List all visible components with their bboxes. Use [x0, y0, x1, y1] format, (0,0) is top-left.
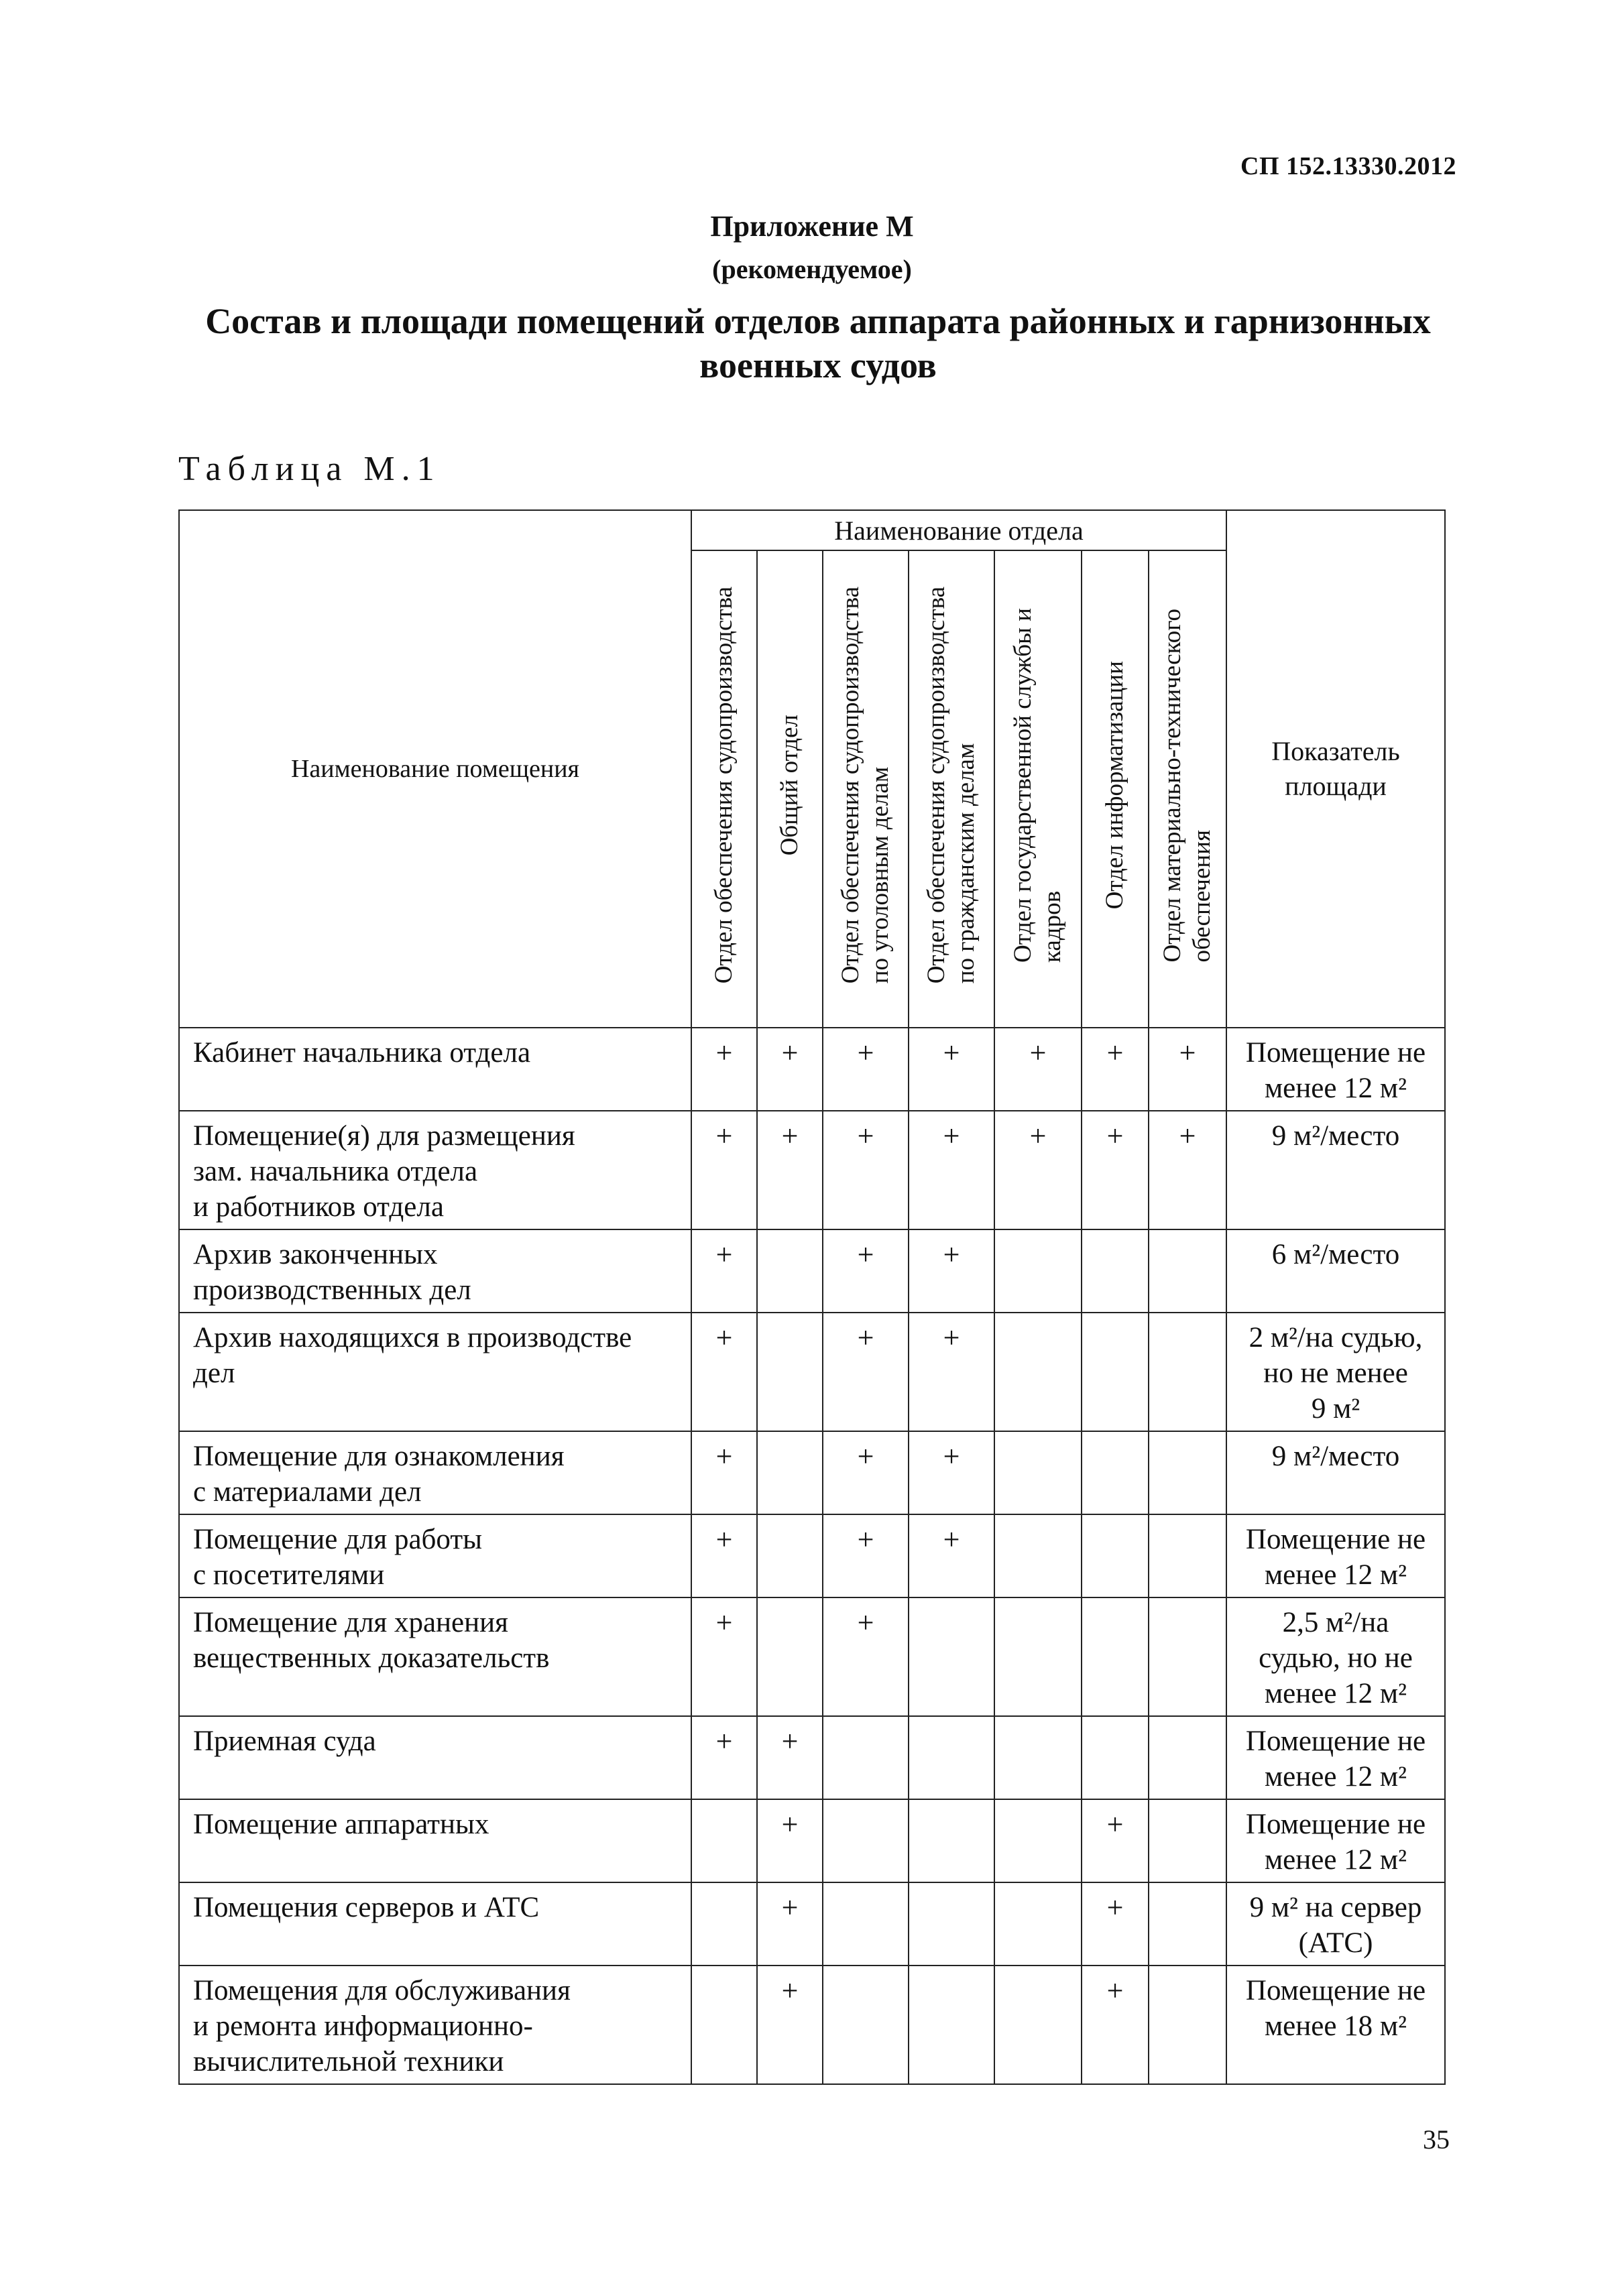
department-mark-cell: +	[823, 1028, 909, 1111]
area-indicator-cell: Помещение не менее 12 м²	[1226, 1514, 1445, 1597]
department-mark-cell: +	[691, 1716, 757, 1799]
department-mark-cell	[994, 1882, 1082, 1966]
department-mark-cell	[1149, 1431, 1226, 1514]
header-area-label: Показатель площади	[1271, 736, 1400, 801]
department-mark-cell: +	[1082, 1882, 1149, 1966]
header-department-2	[757, 550, 823, 1028]
department-mark-cell	[994, 1431, 1082, 1514]
department-mark-cell	[909, 1966, 994, 2084]
area-indicator-cell: Помещение не менее 12 м²	[1226, 1028, 1445, 1111]
header-department-5	[994, 550, 1082, 1028]
department-mark-cell	[909, 1597, 994, 1716]
department-mark-cell	[1082, 1313, 1149, 1431]
header-row-1	[179, 510, 1445, 550]
page-number: 35	[1423, 2124, 1450, 2155]
room-name-cell: Помещения для обслуживания и ремонта информационно- вычислительной техники	[179, 1966, 691, 2084]
department-mark-cell	[1149, 1597, 1226, 1716]
area-indicator-cell: 2 м²/на судью, но не менее 9 м²	[1226, 1313, 1445, 1431]
table-row	[179, 1111, 1445, 1229]
department-mark-cell: +	[757, 1966, 823, 2084]
department-label: Отдел информатизации	[1101, 661, 1128, 910]
department-mark-cell	[757, 1431, 823, 1514]
department-mark-cell	[1082, 1597, 1149, 1716]
department-mark-cell	[691, 1966, 757, 2084]
department-mark-cell	[1149, 1966, 1226, 2084]
department-mark-cell: +	[757, 1028, 823, 1111]
department-label: Отдел обеспечения судопроизводства по уголовным делам	[837, 587, 894, 984]
department-mark-cell: +	[691, 1597, 757, 1716]
room-name-cell: Архив законченных производственных дел	[179, 1229, 691, 1313]
department-mark-cell	[994, 1716, 1082, 1799]
header-department-4	[909, 550, 994, 1028]
department-mark-cell	[823, 1799, 909, 1882]
department-label: Отдел государственной службы и кадров	[1009, 607, 1066, 963]
document-title: Состав и площади помещений отделов аппарата районных и гарнизонных военных судов	[205, 301, 1431, 385]
table-row	[179, 1966, 1445, 2084]
table-row	[179, 1799, 1445, 1882]
area-indicator-cell: 9 м² на сервер (АТС)	[1226, 1882, 1445, 1966]
department-mark-cell	[1082, 1431, 1149, 1514]
department-mark-cell	[994, 1229, 1082, 1313]
appendix-title: Приложение М	[710, 210, 914, 243]
department-mark-cell: +	[757, 1716, 823, 1799]
room-name-cell: Помещения серверов и АТС	[179, 1882, 691, 1966]
department-mark-cell	[1149, 1229, 1226, 1313]
header-department-3	[823, 550, 909, 1028]
room-name-cell: Кабинет начальника отдела	[179, 1028, 691, 1111]
department-mark-cell: +	[909, 1229, 994, 1313]
area-indicator-cell: Помещение не менее 18 м²	[1226, 1966, 1445, 2084]
department-mark-cell	[1149, 1882, 1226, 1966]
department-mark-cell	[757, 1597, 823, 1716]
department-mark-cell: +	[823, 1431, 909, 1514]
table-row	[179, 1313, 1445, 1431]
department-label: Отдел обеспечения судопроизводства	[710, 587, 738, 984]
table-row	[179, 1028, 1445, 1111]
department-label: Отдел обеспечения судопроизводства по гражданским делам	[923, 587, 980, 984]
department-mark-cell	[994, 1313, 1082, 1431]
department-mark-cell	[1149, 1313, 1226, 1431]
appendix-subtitle: (рекомендуемое)	[712, 254, 912, 284]
department-mark-cell: +	[823, 1229, 909, 1313]
department-mark-cell: +	[691, 1514, 757, 1597]
area-indicator-cell: 9 м²/место	[1226, 1111, 1445, 1229]
department-mark-cell: +	[909, 1111, 994, 1229]
table-row	[179, 1597, 1445, 1716]
table-row	[179, 1514, 1445, 1597]
department-mark-cell	[757, 1313, 823, 1431]
department-mark-cell	[757, 1229, 823, 1313]
department-mark-cell	[1082, 1229, 1149, 1313]
department-mark-cell	[1149, 1716, 1226, 1799]
header-department-6	[1082, 550, 1149, 1028]
department-mark-cell	[691, 1882, 757, 1966]
department-mark-cell: +	[1082, 1966, 1149, 2084]
department-mark-cell	[691, 1799, 757, 1882]
header-department-7	[1149, 550, 1226, 1028]
department-mark-cell	[757, 1514, 823, 1597]
department-mark-cell	[1149, 1799, 1226, 1882]
room-name-cell: Помещение для хранения вещественных доказательств	[179, 1597, 691, 1716]
table-header	[179, 510, 1445, 1028]
department-mark-cell	[909, 1882, 994, 1966]
department-mark-cell: +	[823, 1597, 909, 1716]
document-code: СП 152.13330.2012	[1240, 152, 1456, 180]
room-name-cell: Помещение для работы с посетителями	[179, 1514, 691, 1597]
department-label: Отдел материально-технического обеспечения	[1159, 608, 1216, 963]
area-indicator-cell: 2,5 м²/на судью, но не менее 12 м²	[1226, 1597, 1445, 1716]
department-mark-cell	[994, 1966, 1082, 2084]
room-name-cell: Приемная суда	[179, 1716, 691, 1799]
department-mark-cell: +	[994, 1028, 1082, 1111]
header-room-name: Наименование помещения	[179, 510, 691, 1028]
department-mark-cell: +	[691, 1229, 757, 1313]
department-mark-cell: +	[823, 1111, 909, 1229]
department-mark-cell: +	[691, 1111, 757, 1229]
department-mark-cell	[994, 1597, 1082, 1716]
department-mark-cell: +	[909, 1028, 994, 1111]
department-mark-cell	[823, 1716, 909, 1799]
table-caption: Таблица М.1	[178, 450, 441, 488]
area-indicator-cell: 9 м²/место	[1226, 1431, 1445, 1514]
department-mark-cell: +	[757, 1799, 823, 1882]
header-department-1	[691, 550, 757, 1028]
table-row	[179, 1229, 1445, 1313]
department-label: Общий отдел	[776, 715, 803, 856]
room-name-cell: Архив находящихся в производстве дел	[179, 1313, 691, 1431]
table-row	[179, 1882, 1445, 1966]
room-name-cell: Помещение для ознакомления с материалами дел	[179, 1431, 691, 1514]
header-area-indicator	[1226, 510, 1445, 1028]
department-mark-cell: +	[1149, 1028, 1226, 1111]
department-mark-cell: +	[1082, 1028, 1149, 1111]
department-mark-cell: +	[823, 1313, 909, 1431]
area-indicator-cell: Помещение не менее 12 м²	[1226, 1799, 1445, 1882]
department-mark-cell: +	[691, 1313, 757, 1431]
department-mark-cell	[909, 1799, 994, 1882]
table-row	[179, 1716, 1445, 1799]
department-mark-cell: +	[909, 1431, 994, 1514]
room-name-cell: Помещение аппаратных	[179, 1799, 691, 1882]
department-mark-cell: +	[757, 1111, 823, 1229]
department-mark-cell: +	[691, 1431, 757, 1514]
department-mark-cell: +	[994, 1111, 1082, 1229]
department-mark-cell: +	[1149, 1111, 1226, 1229]
rooms-table-wrapper	[178, 509, 1446, 2085]
department-mark-cell	[823, 1966, 909, 2084]
header-department-group: Наименование отдела	[691, 510, 1226, 550]
area-indicator-cell: 6 м²/место	[1226, 1229, 1445, 1313]
department-mark-cell: +	[1082, 1799, 1149, 1882]
department-mark-cell	[994, 1799, 1082, 1882]
department-mark-cell	[1082, 1514, 1149, 1597]
department-mark-cell: +	[823, 1514, 909, 1597]
department-mark-cell	[1082, 1716, 1149, 1799]
department-mark-cell: +	[691, 1028, 757, 1111]
department-mark-cell	[823, 1882, 909, 1966]
department-mark-cell	[1149, 1514, 1226, 1597]
department-mark-cell: +	[757, 1882, 823, 1966]
department-mark-cell: +	[1082, 1111, 1149, 1229]
table-body	[179, 1028, 1445, 2084]
table-row	[179, 1431, 1445, 1514]
room-name-cell: Помещение(я) для размещения зам. начальника отдела и работников отдела	[179, 1111, 691, 1229]
rooms-table	[178, 509, 1446, 2085]
department-mark-cell: +	[909, 1514, 994, 1597]
department-mark-cell	[994, 1514, 1082, 1597]
department-mark-cell: +	[909, 1313, 994, 1431]
department-mark-cell	[909, 1716, 994, 1799]
area-indicator-cell: Помещение не менее 12 м²	[1226, 1716, 1445, 1799]
